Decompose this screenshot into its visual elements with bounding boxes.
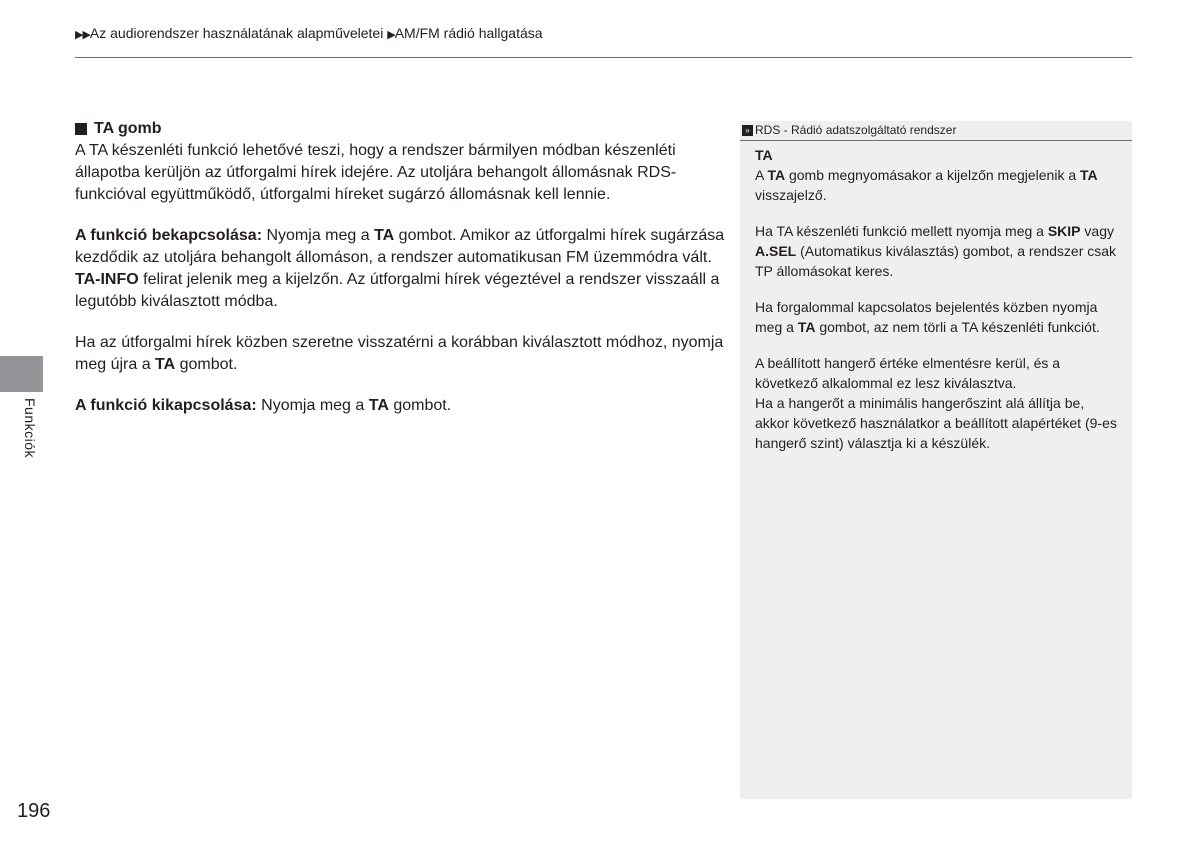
sidebar-paragraph-2 [755, 221, 1118, 281]
enable-paragraph [75, 225, 725, 313]
disable-paragraph [75, 395, 725, 417]
breadcrumb [75, 25, 543, 41]
breadcrumb-part1[interactable]: Az audiorendszer használatának alapműveletei [89, 25, 384, 41]
sidebar-header [740, 121, 1132, 141]
sidebar-body [740, 141, 1132, 453]
square-bullet-icon [75, 123, 87, 135]
asel-button-ref: A.SEL [755, 243, 797, 259]
ta-info-ref: TA-INFO [75, 271, 139, 288]
disable-text-1: Nyomja meg a [256, 397, 369, 414]
sidebar-paragraph-5: Ha a hangerőt a minimális hangerőszint alá állítja be, akkor következő használatkor a beállított alapértéket (9-es hangerő szint) választja ki a készülék. [755, 395, 1117, 451]
info-sidebar [740, 121, 1132, 799]
ta-button-ref: TA [797, 319, 816, 335]
sb-p1-text-2: gomb megnyomásakor a kijelzőn megjelenik a [785, 167, 1081, 183]
ta-button-ref: TA [368, 397, 389, 414]
section-title-text: TA gomb [94, 120, 162, 137]
sidebar-paragraph-3 [755, 297, 1118, 337]
sb-p2-text-2: vagy [1080, 223, 1114, 239]
sb-p3-text-1: Ha forgalommal kapcsolatos bejelentés közben nyomja meg a [755, 299, 1098, 335]
sidebar-header-text: RDS - Rádió adatszolgáltató rendszer [755, 123, 957, 137]
enable-text-3: felirat jelenik meg a kijelzőn. Az útforgalmi hírek végeztével a rendszer visszaáll a legutóbb kiválasztott módba. [75, 271, 720, 310]
sidebar-paragraph-4: A beállított hangerő értéke elmentésre kerül, és a következő alkalommal ez lesz kiválasztva. [755, 355, 1061, 391]
section-title [75, 118, 725, 140]
disable-label: A funkció kikapcsolása: [75, 397, 257, 414]
enable-text-1: Nyomja meg a [262, 227, 375, 244]
ta-button-ref: TA [374, 227, 395, 244]
double-triangle-icon: ▶▶ [75, 29, 90, 41]
skip-button-ref: SKIP [1047, 223, 1081, 239]
return-text-2: gombot. [175, 356, 238, 373]
return-text-1: Ha az útforgalmi hírek közben szeretne visszatérni a korábban kiválasztott módhoz, nyomja meg újra a [75, 334, 724, 373]
return-paragraph [75, 332, 725, 376]
disable-text-2: gombot. [388, 397, 452, 414]
side-tab-marker [0, 356, 43, 392]
ta-indicator-ref: TA [1080, 167, 1098, 183]
triangle-icon: ▶ [387, 29, 395, 41]
page-number: 196 [17, 800, 51, 822]
main-content [75, 118, 725, 436]
sidebar-paragraph-1 [755, 165, 1118, 205]
double-arrow-icon: » [742, 125, 753, 136]
sb-p1-text-1: A [755, 167, 768, 183]
sb-p2-text-1: Ha TA készenléti funkció mellett nyomja meg a [755, 223, 1048, 239]
sb-p3-text-2: gombot, az nem törli a TA készenléti funkciót. [815, 319, 1100, 335]
sidebar-subhead: TA [755, 147, 773, 163]
enable-label: A funkció bekapcsolása: [75, 227, 263, 244]
breadcrumb-part2[interactable]: AM/FM rádió hallgatása [394, 25, 543, 41]
sb-p1-text-3: visszajelző. [755, 187, 827, 203]
intro-paragraph: A TA készenléti funkció lehetővé teszi, hogy a rendszer bármilyen módban készenléti állapotba kerüljön az útforgalmi hírek idejére. Az utoljára behangolt állomásnak RDS-funkcióval együttműködő, útforgalmi híreket sugárzó állomásnak kell lennie. [75, 142, 677, 203]
side-tab-label: Funkciók [22, 398, 38, 459]
ta-button-ref: TA [155, 356, 176, 373]
enable-text-2: gombot. Amikor az útforgalmi hírek sugárzása kezdődik az utoljára behangolt állomáson, a rendszer automatikusan FM üzemmódra vált. [75, 227, 725, 266]
header-rule [75, 57, 1132, 58]
sb-p2-text-3: (Automatikus kiválasztás) gombot, a rendszer csak TP állomásokat keres. [755, 243, 1117, 279]
ta-button-ref: TA [767, 167, 786, 183]
